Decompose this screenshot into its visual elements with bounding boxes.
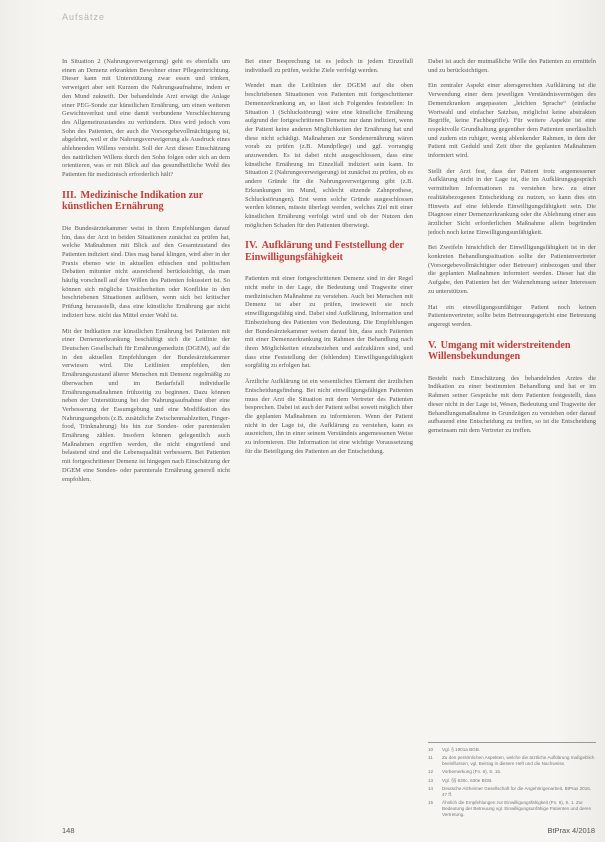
paragraph: Hat ein einwilligungsunfähiger Patient noch keinen Patientenvertreter, sollte beim Betreuungsgericht eine Betreuung angeregt werden.	[428, 303, 596, 328]
paragraph: Stellt der Arzt fest, dass der Patient trotz angemessener Aufklärung nicht in der Lage ist, die im Aufklärungsgespräch vermittelten Informationen zu verstehen bzw. zu einer realitätsbezogenen Entscheidung zu nutzen, so kann dies ein Hinweis auf eine fehlende Einwilligungsfähigkeit sein. Die Diagnose einer Demenzerkrankung oder die Ablehnung einer aus ärztlicher Sicht erforderlichen Maßnahme allein begründen jedoch noch keine Einwilligungsunfähigkeit.	[428, 167, 596, 236]
section-heading-iv	[245, 240, 413, 263]
footnote	[428, 755, 596, 767]
footnote-number: 14	[428, 785, 434, 791]
paragraph: Patienten mit einer fortgeschrittenen Demenz sind in der Regel nicht mehr in der Lage, die Bedeutung und Tragweite einer medizinischen Maßnahme zu verstehen. Auch bei Menschen mit Demenz ist aber zu prüfen, inwieweit sie noch einwilligungsfähig sind. Dabei sind Aufklärung, Information und Einbeziehung des Patienten von Bedeutung. Die Empfehlungen der Bundesärztekammer weisen darauf hin, dass auch Patienten mit einer Demenzerkrankung im Rahmen der Behandlung nach ihren Möglichkeiten einzubeziehen und aufzuklären sind, und dass eine Feststellung der (fehlenden) Einwilligungsfähigkeit sorgfältig zu erfolgen hat.	[245, 275, 413, 370]
paragraph: Bei einer Besprechung ist es jedoch in jedem Einzelfall individuell zu prüfen, welche Ziele verfolgt werden.	[245, 58, 413, 74]
footnote-number: 12	[428, 769, 434, 775]
page-number: 148	[62, 826, 75, 835]
footnote-text: Zu den persönlichen Aspekten, welche die ärztliche Aufklärung maßgeblich beeinflussen, vgl. Beitrag in diesem Heft und die Nachweise.	[442, 755, 595, 767]
text-column-2	[245, 58, 413, 463]
footnote	[428, 778, 596, 784]
paragraph: Mit der Indikation zur künstlichen Ernährung bei Patienten mit einer Demenzerkrankung beschäftigt sich die Leitlinie der Deutschen Gesellschaft für Ernährungsmedizin (DGEM), auf die in den aktuellen Empfehlungen der Bundesärztekammer verwiesen wird. Die Leitlinien empfehlen, den Ernährungszustand älterer Menschen mit Demenz regelmäßig zu überwachen und im Bedarfsfall individuelle Ernährungsmaßnahmen frühzeitig zu beginnen. Dazu können neben der Unterstützung bei der Nahrungsaufnahme über eine Verbesserung der Essumgebung und eine Modifikation des Nahrungsangebots (z.B. zusätzliche Zwischenmahlzeiten, Finger-food, Trinknahrung) bis hin zur Sonden- oder parenteralen Ernährung zählen. Insofern können gelegentlich auch Maßnahmen ergriffen werden, die nicht eingreifend und belastend sind und die Lebensqualität verbessern. Bei Patienten mit fortgeschrittener Demenz ist hingegen nach Einschätzung der DGEM eine Sonden- oder parenterale Ernährung generell nicht empfohlen.	[62, 327, 230, 483]
section-number: IV.	[245, 240, 258, 252]
section-title: Umgang mit widerstreitenden Willensbekundungen	[428, 339, 571, 363]
running-head: Aufsätze	[62, 12, 106, 22]
footnote	[428, 747, 596, 753]
section-number: V.	[428, 339, 437, 351]
paragraph: In Situation 2 (Nahrungsverweigerung) geht es ebenfalls um einen an Demenz erkrankten Bewohner einer Pflegeeinrichtung. Dieser kann mit Unterstützung zwar essen und trinken, verweigert aber seit Kurzem die Nahrungsaufnahme, indem er den Mund zukneift. Der behandelnde Arzt erwägt die Anlage einer PEG-Sonde zur künstlichen Ernährung, um einen weiteren Gewichtsverlust und eine damit verbundene Verschlechterung des Allgemeinzustandes zu verhindern. Dies wird jedoch vom Sohn des Patienten, der auch die Vorsorgebevollmächtigung ist, abgelehnt, weil er die Nahrungsverweigerung als Ausdruck eines ablehnenden Willens versteht. Soll der Arzt dieser Einschätzung des natürlichen Willens durch den Sohn folgen oder sich an dem orientieren, was er mit Blick auf das gesundheitliche Wohl des Patienten für medizinisch erforderlich hält?	[62, 58, 230, 179]
footnote-text: Vorbemerkung (Fn. 6), S. 15.	[442, 769, 502, 775]
footnote	[428, 800, 596, 818]
footnote-number: 11	[428, 755, 433, 761]
section-heading-v	[428, 340, 596, 363]
journal-reference: BtPrax 4/2018	[547, 826, 595, 835]
paragraph: Bei Zweifeln hinsichtlich der Einwilligungsfähigkeit ist in der konkreten Behandlungssituation sollte der Patientenvertreter (Vorsorgebevollmächtigter oder Betreuer) einbezogen und über die geplanten Maßnahmen informiert werden. Dieser hat die Aufgabe, den Patienten bei der Wahrnehmung seiner Interessen zu unterstützen.	[428, 244, 596, 295]
section-title: Medizinische Indikation zur künstlichen Ernährung	[62, 189, 204, 213]
paragraph: Besteht nach Einschätzung des behandelnden Arztes die Indikation zu einer bestimmten Behandlung und hat er im Rahmen seiner Gespräche mit dem Patienten festgestellt, dass dieser nicht in der Lage ist, Wesen, Bedeutung und Tragweite der Behandlungsmaßnahme in Grundzügen zu verstehen oder darauf aufbauend eine Entscheidung zu treffen, so ist die Entscheidung gemeinsam mit dem Vertreter zu treffen.	[428, 374, 596, 434]
footnote-text: Ähnlich die Empfehlungen zur Einwilligungsfähigkeit (Fn. 6), S. 1. Zur Bedeutung der Betreuung vgl. Einwilligungsunfähige Patienten und deren Vertretung.	[442, 799, 592, 817]
footnote-number: 13	[428, 777, 434, 783]
footnote-text: Vgl. § 1901a BGB.	[442, 747, 481, 752]
text-column-3	[428, 58, 596, 443]
footnote-number: 10	[428, 747, 434, 752]
text-column-1	[62, 58, 230, 491]
paragraph: Dabei ist auch der mutmaßliche Wille des Patienten zu ermitteln und zu berücksichtigen.	[428, 58, 596, 74]
section-heading-iii	[62, 190, 230, 213]
section-title: Aufklärung und Feststellung der Einwilligungsfähigkeit	[245, 240, 404, 263]
paragraph: Ein zentraler Aspekt einer altersgerechten Aufklärung ist die Verwendung einer dem jeweiligen Verständnisvermögen des Demenzkranken angepassten „leichten Sprache“ (einfache Wortwahl und einfacher Satzbau, möglichst keine abstrakten Begriffe, keine Fachbegriffe). Für weitere Aspekte ist eine respektvolle Grundhaltung gegenüber dem Patienten unerlässlich und zudem ein ruhiger, wenig ablenkender Rahmen, in dem der Patient mit Geduld und Zeit über die geplanten Maßnahmen informiert wird.	[428, 82, 596, 160]
footnote-text: Deutsche Alzheimer Gesellschaft für die Angehörigenarbeit, BtPrax 2016, 47 ff.	[442, 785, 592, 797]
section-number: III.	[62, 189, 77, 201]
footnote	[428, 786, 596, 798]
paragraph: Wendet man die Leitlinien der DGEM auf die oben beschriebenen Situationen von Patienten mit fortgeschrittener Demenzerkrankung an, so lässt sich Folgendes feststellen: In Situation 1 (Schluckstörung) wäre eine künstliche Ernährung aufgrund der fortgeschrittenen Demenz nur dann indiziert, wenn der Patient keine anderen Möglichkeiten der Ernährung hat und diese nicht schädigt. Maßnahmen zur Sondenernährung wären vorab zu prüfen (z.B. Mundpflege) und ggf. vorrangig anzuwenden. Es ist dabei nicht ausgeschlossen, dass eine künstliche Ernährung im Einzelfall indiziert sein kann. In Situation 2 (Nahrungsverweigerung) ist zunächst zu prüfen, ob es andere Gründe für die Nahrungsverweigerung gibt (z.B. Erkrankungen im Mund, schlecht sitzende Zahnprothese, Schluckstörungen). Erst wenn solche Gründe ausgeschlossen werden können, müsste überlegt werden, welches Ziel mit einer künstlichen Ernährung verfolgt wird und ob der Nutzen den möglichen Schaden für den Patienten überwiegt.	[245, 82, 413, 229]
footnote-text: Vgl. §§ 630c, 630e BGB.	[442, 777, 493, 783]
footnote	[428, 769, 596, 775]
footnotes	[428, 742, 596, 820]
paragraph: Die Bundesärztekammer weist in ihren Empfehlungen darauf hin, dass der Arzt in beiden Situationen zunächst zu prüfen hat, welche Maßnahmen mit Blick auf den Gesamtzustand des Patienten indiziert sind. Dies mag banal klingen, wird aber in der Praxis ebenso wie in aktuellen ethischen und politischen Debatten mitunter nicht ausreichend berücksichtigt, da man häufig vorschnell auf den Willen des Patienten fokussiert ist. So können sich mögliche Unsicherheiten oder Konflikte in den beschriebenen Situationen auflösen, wenn sich bei kritischer Prüfung herausstellt, dass eine künstliche Ernährung gar nicht indiziert bzw. nicht das Mittel erster Wahl ist.	[62, 224, 230, 319]
paragraph: Ärztliche Aufklärung ist ein wesentliches Element der ärztlichen Entscheidungsfindung. Bei nicht einwilligungsfähigen Patienten muss der Arzt die Situation mit dem Vertreter des Patienten besprechen. Dabei ist auch der Patient selbst soweit möglich über die geplanten Maßnahmen zu informieren. Wenn der Patient nicht in der Lage ist, die Aufklärung zu verstehen, kann es ausreichen, ihn in einer seinem Verständnis angemessenen Weise zu informieren. Die Information ist eine wichtige Voraussetzung für die Beteiligung des Patienten an der Entscheidung.	[245, 378, 413, 455]
footnote-number: 15	[428, 799, 434, 805]
